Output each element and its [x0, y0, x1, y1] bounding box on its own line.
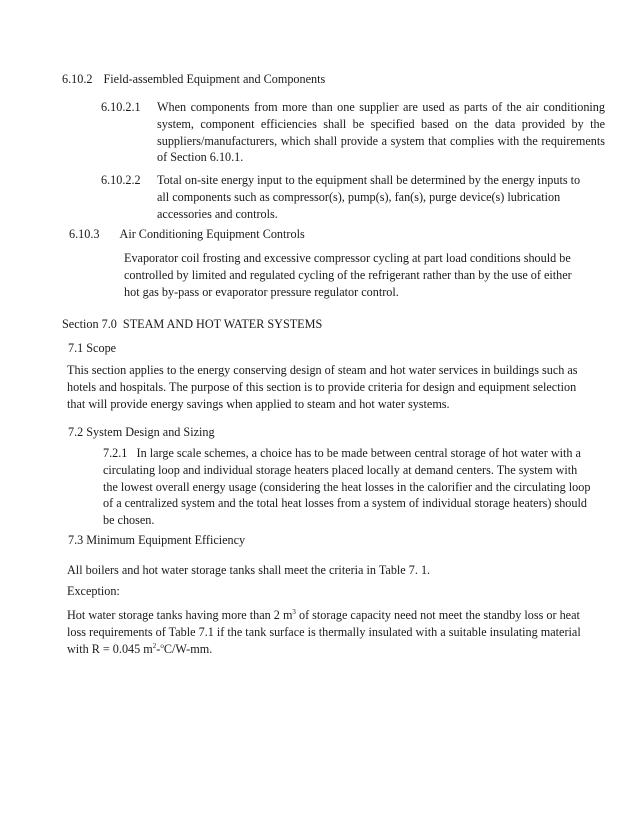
unit-superscript: 3 [292, 608, 296, 616]
exception-label: Exception: [67, 584, 120, 598]
text-line: loss requirements of Table 7.1 if the tank surface is thermally insulated with a suitable insulating material [67, 624, 581, 639]
section-title: Field-assembled Equipment and Components [103, 72, 326, 86]
section-7-2-1-text [103, 445, 623, 529]
text-line: hotels and hospitals. The purpose of this section is to provide criteria for design and equipment selection [67, 379, 577, 394]
text-line: the lowest overall energy usage (considering the heat losses in the calorifier and the circulating loop [103, 479, 591, 494]
section-number: 6.10.2 [62, 72, 93, 86]
text-line: circulating loop and individual storage heaters placed locally at demand centers. The system with [103, 462, 578, 477]
exception-text [67, 607, 632, 657]
unit-superscript: 2 [152, 641, 157, 650]
unit-m: m [282, 608, 293, 622]
text-line: Evaporator coil frosting and excessive compressor cycling at part load conditions should be [124, 251, 571, 265]
section-7-heading: Section 7.0 STEAM AND HOT WATER SYSTEMS [62, 317, 323, 331]
section-7-1-title: 7.1 Scope [68, 341, 117, 355]
text-line: that will provide energy savings when applied to steam and hot water systems. [67, 396, 450, 411]
text-line: controlled by limited and regulated cycling of the refrigerant rather than by the use of either [124, 267, 572, 282]
text-line: accessories and controls. [157, 206, 278, 221]
text-line: Total on-site energy input to the equipment shall be determined by the energy inputs to [157, 173, 581, 187]
section-title: Air Conditioning Equipment Controls [119, 227, 305, 241]
section-7-3-text: All boilers and hot water storage tanks shall meet the criteria in Table 7. 1. [67, 563, 431, 577]
clause-number: 6.10.2.1 [101, 100, 141, 114]
text-line: 7.2.1 In large scale schemes, a choice has to be made between central storage of hot water with a [103, 446, 581, 460]
section-number: 6.10.3 [69, 227, 100, 241]
section-6-10-3-heading [69, 226, 305, 243]
text-line: all components such as compressor(s), pump(s), fan(s), purge device(s) lubrication [157, 189, 561, 204]
clause-6-10-2-1-text: When components from more than one supplier are used as parts of the air conditioning system, component efficiencies shall be specified based on the data provided by the suppliers/manufacturers, which shall provide a system that complies with the requirements of Section 6.10.1. [157, 100, 605, 165]
clause-number: 6.10.2.2 [101, 173, 141, 187]
degree-superscript: o [160, 641, 164, 650]
section-7-3-title: 7.3 Minimum Equipment Efficiency [68, 533, 246, 547]
section-6-10-2-heading [62, 71, 325, 88]
text-line: Hot water storage tanks having more than 2 $m^3$ of storage capacity need not meet the standby loss or heat [67, 608, 580, 622]
text-line: be chosen. [103, 513, 155, 528]
section-7-1-text [67, 362, 632, 412]
text-line: hot gas by-pass or evaporator pressure regulator control. [124, 284, 399, 299]
text-line: This section applies to the energy conserving design of steam and hot water services in buildings such as [67, 363, 578, 377]
clause-6-10-2-2-text [157, 172, 617, 222]
section-6-10-3-text [124, 250, 624, 300]
text-line: with R = 0.045 $m^2-^oC/W-mm$. [67, 641, 213, 656]
text-line: of a centralized system and the total heat losses from a system of individual storage heaters) should [103, 496, 587, 511]
section-7-2-title: 7.2 System Design and Sizing [68, 425, 215, 439]
